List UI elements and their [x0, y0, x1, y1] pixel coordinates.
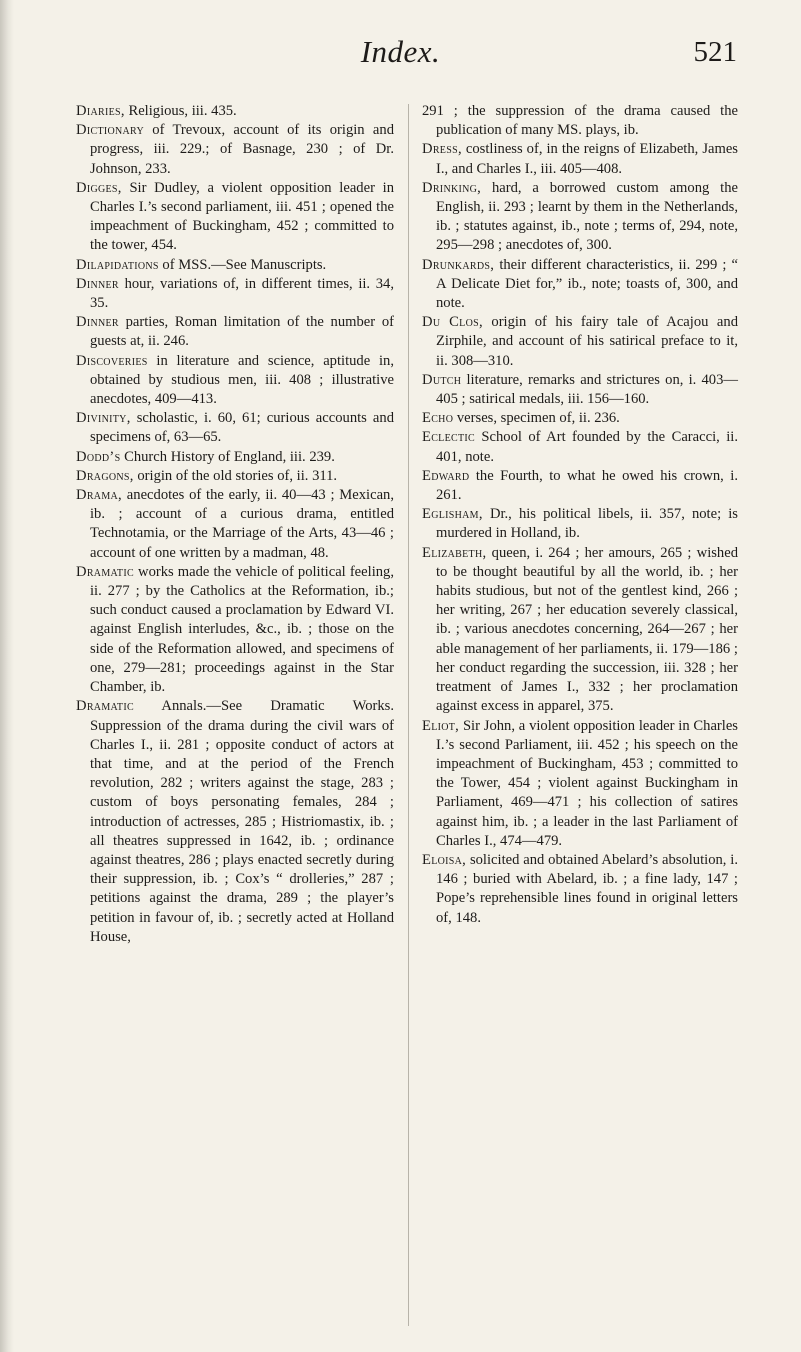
- entry-text: of Trevoux, account of its origin and progress, iii. 229.; of Basnage, 230 ; of Dr. Johnson, 233.: [90, 122, 394, 177]
- entry-text: verses, specimen of, ii. 236.: [453, 410, 620, 427]
- index-entry: [76, 352, 394, 410]
- entry-headword: Eloisa,: [422, 851, 467, 868]
- entry-headword: Discoveries: [76, 352, 148, 369]
- entry-headword: Elizabeth,: [422, 544, 487, 561]
- entry-text: works made the vehicle of political feeling, ii. 277 ; by the Catholics at the Reformation, ib.; such conduct caused a proclamation by Edward VI. against English interludes, &c., ib. ; those on the side of the Reformation allowed, and specimens of one, 279—281; proceedings against in the Star Chamber, ib.: [90, 563, 394, 696]
- page-header: [0, 34, 801, 74]
- index-entry: [422, 102, 738, 140]
- entry-text: 291 ; the suppression of the drama caused the publication of many MS. plays, ib.: [422, 103, 738, 139]
- index-entry: [76, 486, 394, 563]
- entry-headword: Dinner: [76, 275, 119, 292]
- index-entry: [76, 448, 394, 467]
- entry-text: Annals.—See Dramatic Works. Suppression of the drama during the civil wars of Charles I., ii. 281 ; opposite conduct of actors at that time, and at the period of the French revolution, 282 ; writers against the stage, 283 ; custom of boys personating females, 284 ; introduction of actresses, 285 ; Histriomastix, ib. ; all theatres suppressed in 1642, ib. ; ordinance against theatres, 286 ; plays enacted secretly during their suppression, ib. ; Cox’s “ drolleries,” 287 ; petitions against the drama, 289 ; the player’s petition in favour of, ib. ; secretly acted at Holland House,: [90, 698, 394, 945]
- entry-text: Church History of England, iii. 239.: [120, 448, 335, 465]
- index-entry: [76, 563, 394, 697]
- entry-text: literature, remarks and strictures on, i. 403—405 ; satirical medals, iii. 156—160.: [436, 371, 738, 408]
- entry-headword: Dress,: [422, 141, 462, 158]
- entry-headword: Dodd’s: [76, 448, 121, 465]
- entry-text: Religious, iii. 435.: [124, 103, 237, 119]
- entry-text: Dr., his political libels, ii. 357, note; is murdered in Holland, ib.: [436, 506, 738, 542]
- entry-text: costliness of, in the reigns of Elizabeth, James I., and Charles I., iii. 405—408.: [436, 141, 738, 177]
- index-entry: [422, 717, 738, 851]
- entry-text: their different characteristics, ii. 299 ; “ A Delicate Diet for,” ib., note; toasts of, 300, and note.: [436, 256, 738, 312]
- index-entry: [422, 467, 738, 505]
- index-entry: [422, 371, 738, 409]
- entry-headword: Drama,: [76, 487, 122, 504]
- entry-text: hard, a borrowed custom among the English, ii. 293 ; learnt by them in the Netherlands, ib. ; statutes against, ib., note ; terms of, 294, note, 295—298 ; anecdotes of, 300.: [436, 179, 738, 254]
- index-entry: [76, 697, 394, 947]
- index-entry: [76, 179, 394, 256]
- entry-headword: Dinner: [76, 314, 119, 331]
- page-gutter-shadow: [0, 0, 14, 1352]
- entry-text: in literature and science, aptitude in, obtained by studious men, iii. 408 ; illustrative anecdotes, 409—413.: [90, 352, 394, 408]
- entry-headword: Eliot,: [422, 717, 460, 734]
- index-entry: [422, 851, 738, 928]
- entry-headword: Drunkards,: [422, 256, 495, 273]
- entry-text: the Fourth, to what he owed his crown, i. 261.: [436, 467, 738, 504]
- entry-headword: Diaries,: [76, 103, 125, 119]
- entry-text: scholastic, i. 60, 61; curious accounts and specimens of, 63—65.: [90, 410, 394, 446]
- entry-headword: Digges,: [76, 179, 122, 196]
- index-entry: [76, 121, 394, 179]
- index-entry: [422, 256, 738, 314]
- index-entry: [422, 544, 738, 717]
- entry-headword: Dilapidations: [76, 256, 159, 273]
- entry-headword: Dramatic: [76, 698, 134, 715]
- index-column-left: [76, 102, 394, 947]
- entry-headword: Eglisham,: [422, 506, 483, 523]
- page-title: Index.: [360, 34, 441, 69]
- index-entry: [76, 256, 394, 275]
- entry-headword: Dramatic: [76, 563, 134, 580]
- entry-text: origin of his fairy tale of Acajou and Zirphile, and account of his satirical preface to it, ii. 308—310.: [436, 314, 738, 369]
- entry-headword: Eclectic: [422, 429, 475, 446]
- index-column-right: [422, 102, 738, 928]
- entry-headword: Echo: [422, 410, 454, 427]
- index-entry: [422, 409, 738, 428]
- entry-text: solicited and obtained Abelard’s absolution, i. 146 ; buried with Abelard, ib. ; a fine lady, 147 ; Pope’s reprehensible lines found in original letters of, 148.: [436, 851, 738, 926]
- entry-text: queen, i. 264 ; her amours, 265 ; wished to be thought beautiful by all the world, ib. ; her habits studious, but not of the gentlest kind, 266 ; her writing, 267 ; her education severely classical, ib. ; various anecdotes concerning, 264—267 ; her able management of her parliaments, ii. 179—186 ; her conduct regarding the succession, iii. 328 ; her treatment of James I., 332 ; her proclamation against excess in apparel, 375.: [436, 544, 738, 715]
- index-entry: [422, 313, 738, 371]
- entry-text: Sir John, a violent opposition leader in Charles I.’s second Parliament, iii. 452 ; his speech on the impeachment of Buckingham, 453 ; committed to the Tower, 454 ; violent against Buckingham in Parliament, 469—471 ; his collection of satires against him, ib. ; a leader in the last Parliament of Charles I., 474—479.: [436, 717, 738, 849]
- entry-text: anecdotes of the early, ii. 40—43 ; Mexican, ib. ; account of a curious drama, entitled Technotamia, or the Marriage of the Arts, 43—46 ; account of one written by a madman, 48.: [90, 487, 394, 561]
- entry-headword: Dragons,: [76, 467, 134, 484]
- index-entry: [422, 428, 738, 466]
- entry-text: School of Art founded by the Caracci, ii. 401, note.: [436, 429, 738, 465]
- index-entry: [76, 102, 394, 121]
- index-entry: [422, 505, 738, 543]
- entry-headword: Du Clos,: [422, 314, 483, 331]
- index-entry: [76, 313, 394, 351]
- entry-text: of MSS.—See Manuscripts.: [158, 256, 327, 273]
- index-entry: [422, 140, 738, 178]
- entry-text: origin of the old stories of, ii. 311.: [133, 467, 338, 484]
- entry-text: Sir Dudley, a violent opposition leader in Charles I.’s second parliament, iii. 451 ; opened the impeachment of Buckingham, 452 ; committed to the tower, 454.: [90, 179, 394, 254]
- entry-text: hour, variations of, in different times, ii. 34, 35.: [90, 275, 394, 312]
- entry-headword: Edward: [422, 467, 470, 484]
- entry-headword: Dictionary: [76, 122, 144, 139]
- entry-headword: Divinity,: [76, 410, 131, 427]
- entry-headword: Drinking,: [422, 179, 482, 196]
- index-entry: [76, 275, 394, 313]
- column-divider: [408, 104, 409, 1326]
- entry-text: parties, Roman limitation of the number of guests at, ii. 246.: [90, 314, 394, 350]
- index-entry: [76, 409, 394, 447]
- index-entry: [76, 467, 394, 486]
- index-entry: [422, 179, 738, 256]
- entry-headword: Dutch: [422, 371, 462, 388]
- page-number: 521: [693, 36, 737, 68]
